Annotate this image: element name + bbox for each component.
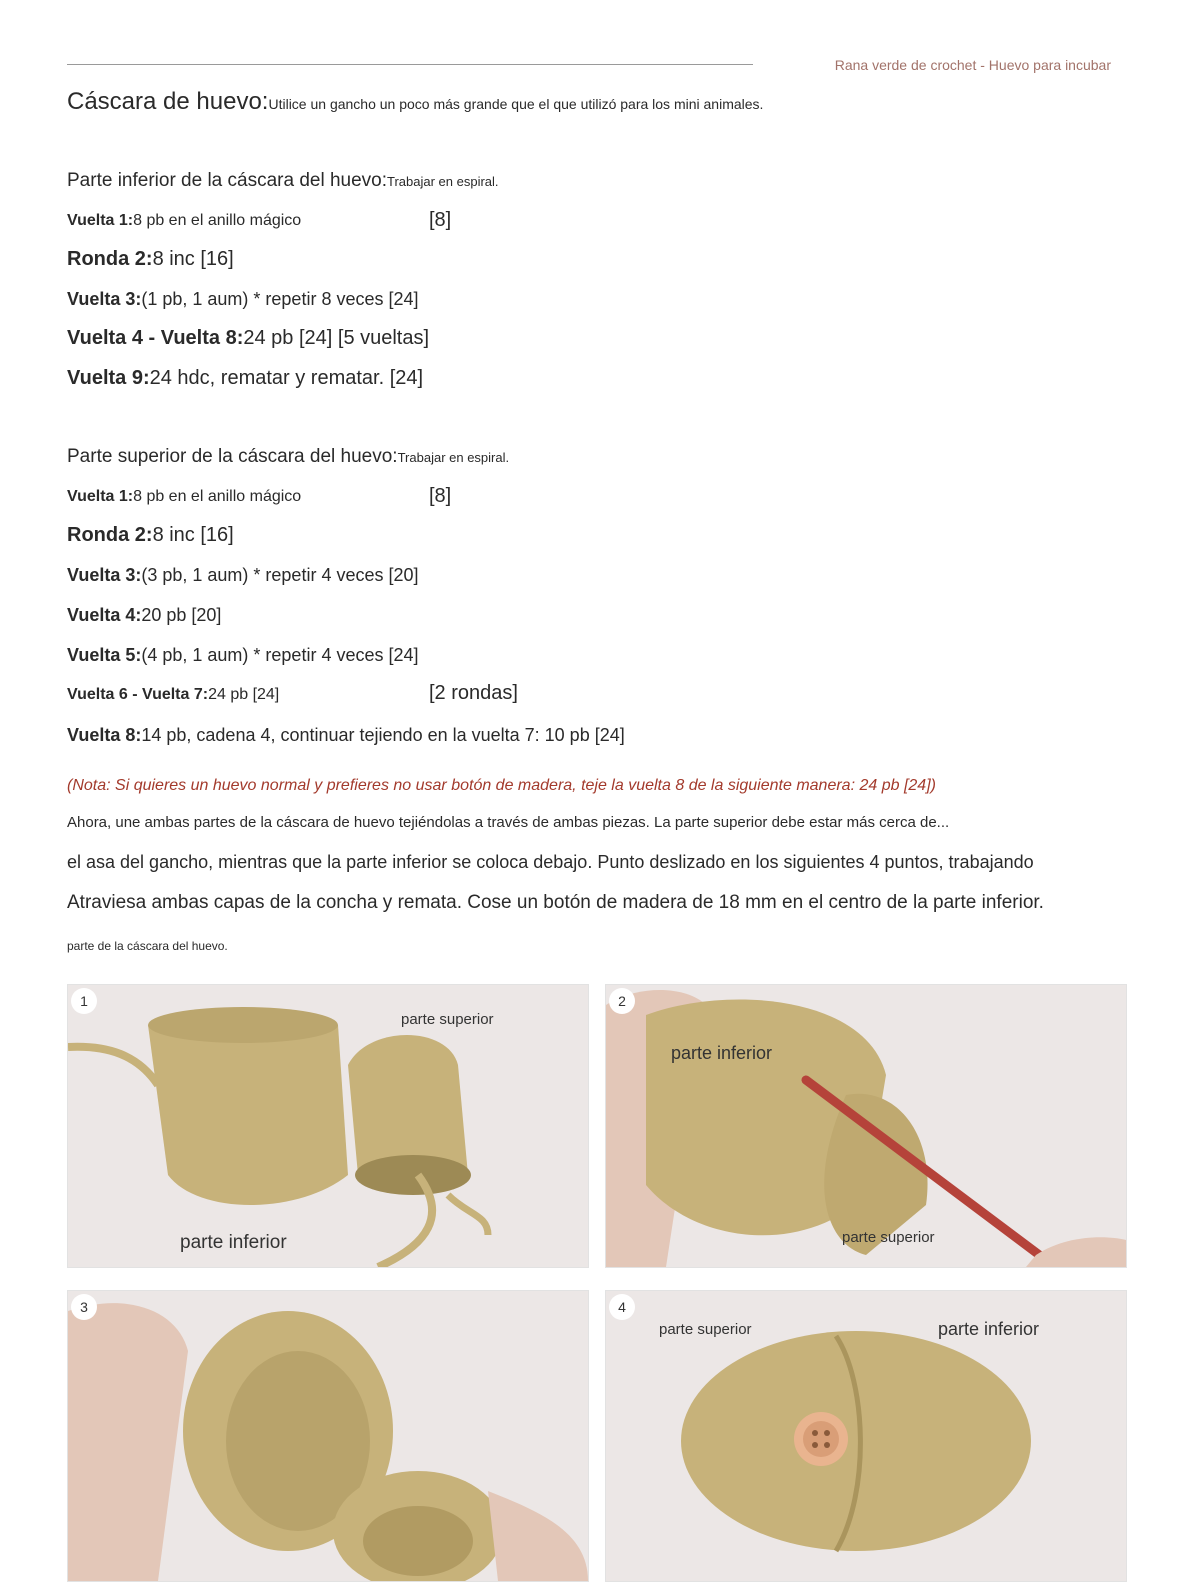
top-row-3 [67,565,419,586]
photo-1-number: 1 [71,988,97,1014]
bottom-part-heading-text: Parte inferior de la cáscara del huevo: [67,170,388,191]
photo-4-label-right: parte inferior [938,1319,1040,1339]
photo-3-number: 3 [71,1294,97,1320]
section-title [67,88,763,116]
row-text: 24 pb [24] [208,686,280,703]
photo-1-image [68,985,588,1267]
row-text: (3 pb, 1 aum) * repetir 4 veces [20] [141,565,419,585]
row-text: 24 hdc, rematar y rematar. [24] [149,367,424,389]
bottom-part-heading-note: Trabajar en espiral. [387,174,499,189]
photo-4-label-top: parte superior [659,1321,752,1338]
top-row-1 [67,488,301,506]
top-row-4 [67,605,221,626]
top-part-heading-text: Parte superior de la cáscara del huevo: [67,446,398,467]
row-text: 8 inc [16] [152,524,234,546]
photo-4 [605,1290,1127,1582]
top-row-5 [67,645,419,666]
bottom-row-5 [67,367,423,390]
row-label: Vuelta 3: [67,565,142,585]
row-text: 8 pb en el anillo mágico [133,212,302,229]
bottom-row-4 [67,327,429,350]
row-label: Vuelta 4 - Vuelta 8: [67,327,244,349]
photo-2 [605,984,1127,1268]
photo-2-label-top: parte inferior [671,1043,773,1063]
title-note: Utilice un gancho un poco más grande que el que utilizó para los mini animales. [268,96,764,112]
top-row-1-count: [8] [429,485,452,507]
paragraph-line-1: Ahora, une ambas partes de la cáscara de huevo tejiéndolas a través de ambas piezas. La parte superior debe estar más cerca de... [67,814,950,831]
photo-1 [67,984,589,1268]
row-label: Ronda 2: [67,248,153,270]
photo-1-label-bottom: parte inferior [180,1232,287,1253]
bottom-row-3 [67,289,419,310]
paragraph-line-2: el asa del gancho, mientras que la parte inferior se coloca debajo. Punto deslizado en los siguientes 4 puntos, trabajando [67,852,1034,872]
row-label: Vuelta 3: [67,289,142,309]
row-text: 8 pb en el anillo mágico [133,488,302,505]
running-header: Rana verde de crochet - Huevo para incubar [834,57,1111,73]
row-label: Vuelta 8: [67,725,142,745]
photo-3-image [68,1291,588,1581]
top-row-7 [67,725,625,746]
row-text: (1 pb, 1 aum) * repetir 8 veces [24] [141,289,419,309]
top-row-2 [67,524,234,547]
row-text: 20 pb [20] [141,605,222,625]
bottom-row-1-count: [8] [429,209,452,231]
row-label: Vuelta 4: [67,605,142,625]
bottom-row-1 [67,212,301,230]
row-text: 8 inc [16] [152,248,234,270]
row-text: 24 pb [24] [5 vueltas] [243,327,430,349]
row-label: Ronda 2: [67,524,153,546]
photo-4-number: 4 [609,1294,635,1320]
title-main: Cáscara de huevo: [67,88,269,115]
paragraph-line-4: parte de la cáscara del huevo. [67,939,228,953]
bottom-row-2 [67,248,234,271]
bottom-part-heading [67,170,499,192]
row-label: Vuelta 1: [67,488,134,505]
photo-2-number: 2 [609,988,635,1014]
top-row-6-count: [2 rondas] [429,682,518,704]
paragraph-line-3: Atraviesa ambas capas de la concha y remata. Cose un botón de madera de 18 mm en el centro de la parte inferior. [67,892,1044,913]
header-rule [67,64,753,65]
note-text: (Nota: Si quieres un huevo normal y prefieres no usar botón de madera, teje la vuelta 8 de la siguiente manera: 24 pb [24]) [67,777,936,794]
top-part-heading-note: Trabajar en espiral. [397,450,510,465]
row-label: Vuelta 9: [67,367,150,389]
top-row-6 [67,686,279,704]
photo-2-label-bottom: parte superior [842,1229,935,1246]
row-label: Vuelta 5: [67,645,142,665]
row-text: (4 pb, 1 aum) * repetir 4 veces [24] [141,645,419,665]
photo-2-image [606,985,1126,1267]
row-label: Vuelta 6 - Vuelta 7: [67,686,209,703]
row-label: Vuelta 1: [67,212,134,229]
photo-3 [67,1290,589,1582]
row-text: 14 pb, cadena 4, continuar tejiendo en la vuelta 7: 10 pb [24] [141,725,625,745]
top-part-heading [67,446,509,468]
photo-1-label-top: parte superior [401,1011,494,1028]
